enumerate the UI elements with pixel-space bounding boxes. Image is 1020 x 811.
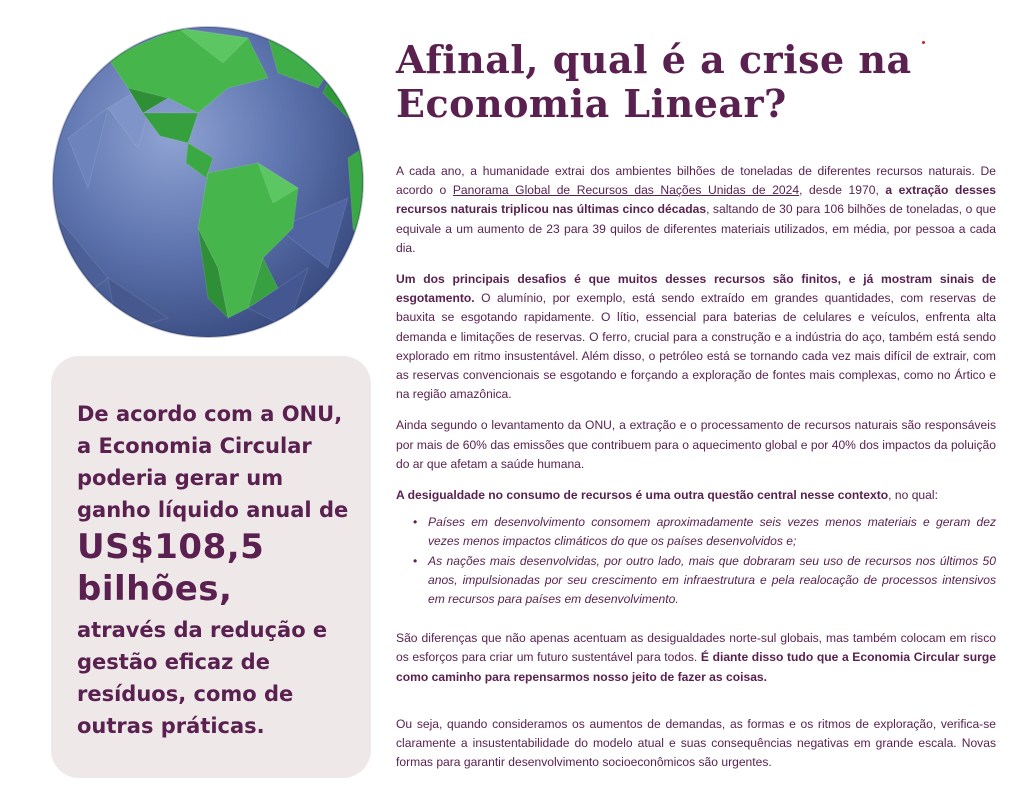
paragraph-inequality xyxy=(396,486,996,505)
callout-card xyxy=(51,356,371,778)
title-line: Afinal, qual é a crise na xyxy=(396,37,912,82)
paragraph-emissions: Ainda segundo o levantamento da ONU, a extração e o processamento de recursos naturais são responsáveis por mais de 60% das emissões que contribuem para o aquecimento global e por 40% dos impactos da poluição do ar que afetam a saúde humana. xyxy=(396,418,996,471)
bullet-list xyxy=(396,513,996,609)
article xyxy=(396,38,996,784)
callout-text: a Economia Circular xyxy=(77,434,312,458)
text-run: , desde 1970, xyxy=(799,183,886,198)
paragraph-challenges xyxy=(396,270,996,404)
bold-text: É diante disso tudo que a Economia Circular surge como caminho para repensarmos nosso jeito de fazer as coisas. xyxy=(396,650,996,684)
globe-illustration xyxy=(48,18,373,343)
list-item-text: As nações mais desenvolvidas, por outro lado, mais que dobraram seu uso de recursos nos últimos 50 anos, impulsionadas por seu crescimento em infraestrutura e pela realocação de processos intensivos em recursos para países em desenvolvimento. xyxy=(428,553,996,607)
report-link[interactable]: Panorama Global de Recursos das Nações Unidas de 2024 xyxy=(452,183,800,198)
bold-text: Um dos principais desafios é que muitos desses recursos são finitos, e já mostram sinais de esgotamento. xyxy=(396,272,996,306)
globe-image xyxy=(48,18,373,343)
bullet-icon: • xyxy=(413,553,418,568)
callout-text: resíduos, como de xyxy=(77,682,294,706)
paragraph-intro xyxy=(396,162,996,258)
callout-text: ganho líquido anual de xyxy=(77,498,349,522)
list-item xyxy=(413,513,996,551)
text-run: O alumínio, por exemplo, está sendo extraído em grandes quantidades, com reservas de bauxita se esgotando rapidamente. O lítio, essencial para baterias de celulares e veículos, enfrenta alta demanda e limitações de reservas. O ferro, crucial para a construção e a indústria do aço, também está sendo explorado em ritmo insustentável. Além disso, o petróleo está se tornando cada vez mais difícil de extrair, com as reservas convencionais se esgotando e forçando a exploração de fontes mais complexas, como no Ártico e na região amazônica. xyxy=(396,291,996,402)
text-run: A cada ano, a humanidade extrai dos ambientes bilhões de toneladas de diferentes recursos naturais. De acordo o xyxy=(396,164,996,198)
callout-text: poderia gerar um xyxy=(77,466,284,490)
paragraph-conclusion: Ou seja, quando consideramos os aumentos de demandas, as formas e os ritmos de exploração, verifica-se claramente a insustentabilidade do modelo atual e suas consequências negativas em grande escala. Novas formas para garantir desenvolvimento socioeconômicos são urgentes. xyxy=(396,716,996,770)
list-item xyxy=(413,552,996,610)
bullet-icon: • xyxy=(413,515,418,530)
text-run: São diferenças que não apenas acentuam as desigualdades norte-sul globais, mas também colocam em risco os esforços para criar um futuro sustentável para todos. xyxy=(396,631,996,665)
callout-highlight-value: US$108,5 xyxy=(77,527,265,567)
text-run: , saltando de 30 para 106 bilhões de toneladas, o que equivale a um aumento de 23 para 39 quilos de diferentes materiais utilizados, em média, por pessoa a cada dia. xyxy=(396,202,996,255)
bold-text: A desigualdade no consumo de recursos é uma outra questão central nesse contexto xyxy=(396,488,889,503)
spacer xyxy=(396,699,996,715)
callout-text: De acordo com a ONU, xyxy=(77,402,343,426)
callout-text: através da redução e xyxy=(77,618,328,642)
callout-highlight-unit: bilhões, xyxy=(77,569,233,609)
article-body xyxy=(396,162,996,772)
title-line: Economia Linear? xyxy=(396,81,787,126)
callout-text: outras práticas. xyxy=(77,714,265,738)
bold-text: a extração desses recursos naturais triplicou nas últimas cinco décadas xyxy=(396,183,996,217)
callout-text: gestão eficaz de xyxy=(77,650,270,674)
text-run: , no qual: xyxy=(888,488,938,503)
list-item-text: Países em desenvolvimento consomem aproximadamente seis vezes menos materiais e geram dez vezes menos impactos climáticos do que os países desenvolvidos e; xyxy=(428,515,996,549)
paragraph-differences xyxy=(396,629,996,687)
page-title xyxy=(396,38,996,126)
